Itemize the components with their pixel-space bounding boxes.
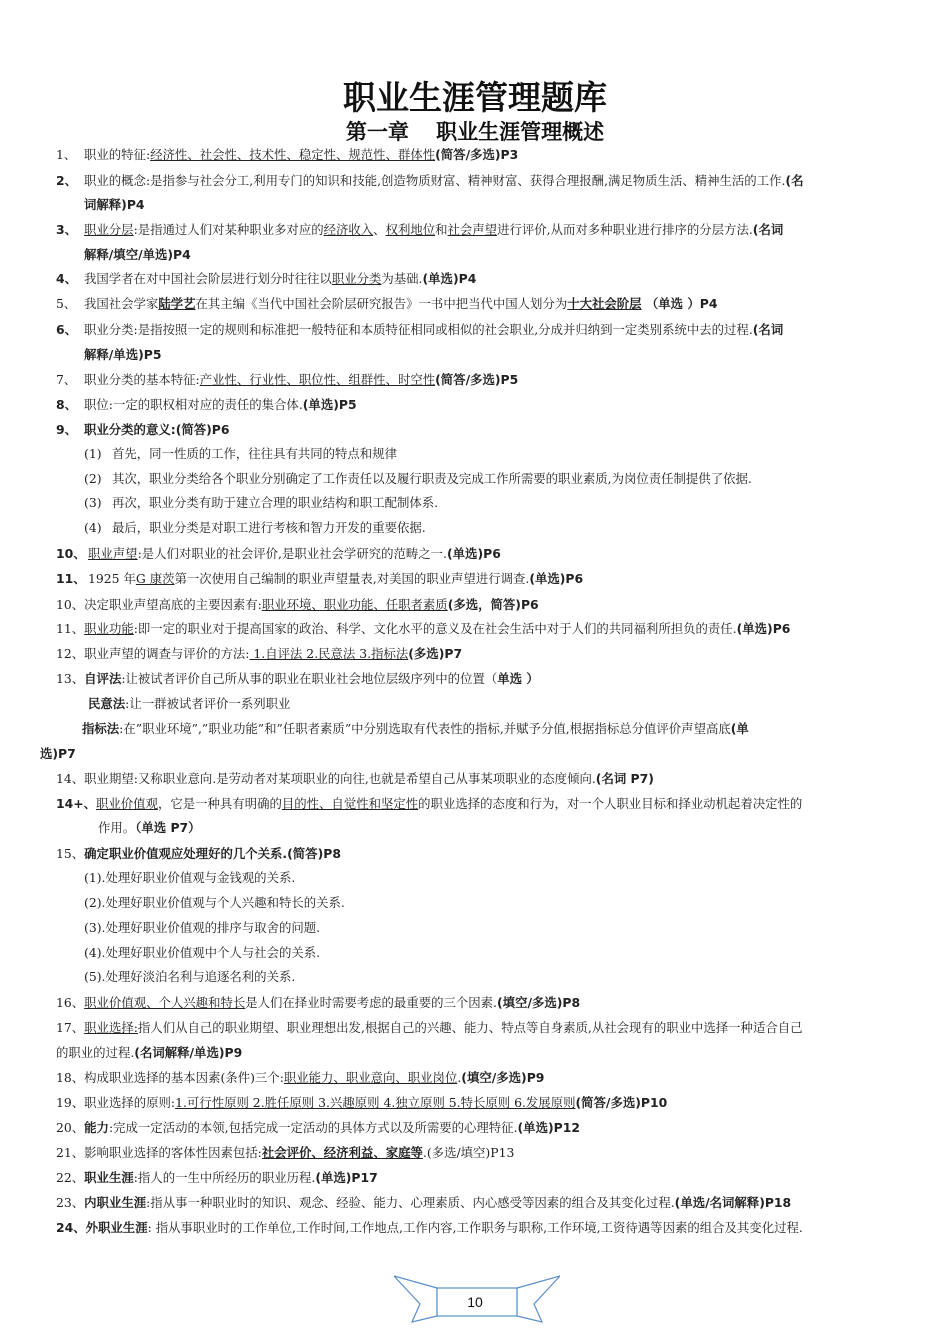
item-continuation: 选)P7 [40, 746, 76, 761]
item-number: 19、 [56, 1095, 85, 1110]
item-tag: (单选)P5 [302, 397, 357, 412]
item-number: 3、 [56, 222, 78, 237]
item-text: 在其主编《当代中国社会阶层研究报告》一书中把当代中国人划分为 [195, 296, 568, 311]
item-text: 指人们从自己的职业期望、职业理想出发,根据自己的兴趣、能力、特点等自身素质,从社会现有的职业中选择一种适合自己 [137, 1020, 803, 1035]
item-key-term: 能力 [84, 1120, 109, 1135]
item-number: 24、 [56, 1220, 86, 1235]
item-key-term: 职业声望 [88, 546, 138, 561]
item-tag: (填空/多选)P9 [461, 1070, 545, 1085]
item-text: :即一定的职业对于提高国家的政治、科学、文化水平的意义及在社会生活中对于人们的共同福利所担负的责任. [133, 621, 737, 636]
item-text: 第一次使用自己编制的职业声望量表,对美国的职业声望进行调查. [174, 571, 530, 586]
item-key-term: 职业价值观、个人兴趣和特长 [84, 995, 246, 1010]
item-number: 8、 [56, 397, 78, 412]
question-item [56, 1145, 514, 1161]
item-tag: (单选/名词解释)P18 [674, 1195, 792, 1210]
item-tag: (单选)P17 [315, 1170, 378, 1185]
item-text: :指从事一种职业时的知识、观念、经验、能力、心理素质、内心感受等因素的组合及其变化过程. [146, 1195, 675, 1210]
item-number: 7、 [56, 372, 77, 387]
item-number: 6、 [56, 322, 78, 337]
item-number: 13、 [56, 671, 85, 686]
item-key-term: 职业价值观 [96, 796, 158, 811]
item-number: 1、 [56, 147, 77, 162]
item-key-term: 职业分类 [331, 271, 382, 286]
item-tag: (简答/多选)P3 [435, 147, 519, 162]
item-text: 我国社会学家 [84, 296, 159, 311]
question-item [56, 671, 539, 687]
item-tag: (名词解释/单选)P9 [134, 1045, 243, 1060]
page-number: 10 [467, 1294, 483, 1310]
item-key-term: 职业生涯 [84, 1170, 134, 1185]
item-text: . [457, 1070, 462, 1085]
item-key-term: 职业功能 [84, 621, 134, 636]
question-item [56, 147, 518, 163]
item-number: 22、 [56, 1170, 85, 1185]
item-key-term: 目的性、自觉性和坚定性 [281, 796, 419, 811]
question-item [56, 621, 790, 637]
item-tag: （单选 ）P4 [641, 296, 718, 311]
item-text: :在”职业环境”,”职业功能”和”任职者素质”中分别选取有代表性的指标,并赋予分值,根据指标总分值评价声望高底 [119, 721, 731, 736]
item-continuation [56, 1045, 242, 1061]
question-item [56, 1170, 378, 1186]
item-continuation: 解释/填空/单选)P4 [84, 247, 191, 262]
item-continuation: 解释/单选)P5 [84, 347, 162, 362]
sub-item [84, 471, 752, 487]
item-number: 4、 [56, 271, 78, 286]
item-tag: 单选 ） [497, 671, 539, 686]
chapter-name: 职业生涯管理概述 [436, 120, 605, 144]
item-key-term: 民意法 [88, 696, 126, 711]
item-tag: (名词 [752, 322, 784, 337]
question-item [56, 1220, 803, 1236]
question-item [56, 771, 654, 787]
chapter-heading [0, 116, 950, 146]
question-item [56, 1095, 667, 1111]
item-text: 职业的特征: [84, 147, 151, 162]
item-text: 的职业选择的态度和行为，对一个人职业目标和择业动机起着决定性的 [418, 796, 803, 811]
sub-item-text: 首先，同一性质的工作，往往具有共同的特点和规律 [112, 446, 397, 461]
item-heading: 职业分类的意义:(简答)P6 [84, 422, 230, 437]
item-number: 9、 [56, 422, 78, 437]
item-tag: (多选，简答)P6 [447, 597, 539, 612]
item-text: :指人的一生中所经历的职业历程. [133, 1170, 316, 1185]
item-text: 和 [435, 222, 448, 237]
sub-item [84, 520, 426, 536]
question-item [88, 696, 290, 712]
item-text: 职位:一定的职权相对应的责任的集合体. [84, 397, 303, 412]
item-number: 5、 [56, 296, 77, 311]
item-tag: (单选)P12 [517, 1120, 580, 1135]
item-heading: 确定职业价值观应处理好的几个关系.(简答)P8 [84, 846, 341, 861]
item-tag: (名词 [752, 222, 784, 237]
item-tag: (单选)P6 [736, 621, 791, 636]
item-continuation [98, 820, 201, 836]
item-number: 21、 [56, 1145, 85, 1160]
item-number: 10、 [56, 546, 86, 561]
item-number: 11、 [56, 571, 86, 586]
item-number: 16、 [56, 995, 85, 1010]
question-item [56, 322, 783, 338]
item-text: .(多选/填空)P13 [422, 1145, 515, 1160]
question-item [56, 571, 583, 587]
item-text: ，它是一种具有明确的 [157, 796, 282, 811]
sub-item-number: (2) [84, 471, 102, 486]
sub-item: (1).处理好职业价值观与金钱观的关系. [84, 870, 296, 885]
question-item [82, 721, 749, 737]
item-key-term: 指标法 [82, 721, 120, 736]
item-text: 作用。 [98, 820, 136, 835]
question-item [56, 173, 803, 189]
question-item [56, 271, 476, 287]
item-continuation: 词解释)P4 [84, 197, 145, 212]
question-item [56, 1195, 791, 1211]
item-text: :是指通过人们对某种职业多对应的 [133, 222, 324, 237]
sub-item-number: (4) [84, 520, 102, 535]
item-text: :让一群被试者评价一系列职业 [125, 696, 291, 711]
item-key-term: 1.可行性原则 2.胜任原则 3.兴趣原则 4.独立原则 5.特长原则 6.发展原则 [175, 1095, 576, 1110]
question-item [56, 646, 462, 662]
sub-item-number: (3) [84, 495, 102, 510]
item-text: 职业分类的基本特征: [84, 372, 200, 387]
item-text: 、 [373, 222, 386, 237]
item-tag: （单选 P7） [135, 820, 201, 835]
item-number: 18、 [56, 1070, 85, 1085]
item-text: 职业声望的调查与评价的方法: [84, 646, 250, 661]
item-number: 10、 [56, 597, 85, 612]
item-tag: (单 [730, 721, 749, 736]
item-key-term: 社会评价、经济利益、家庭等 [261, 1145, 423, 1160]
item-tag: (单选)P4 [422, 271, 477, 286]
item-tag: (单选)P6 [447, 546, 501, 561]
item-text: 1925 年 [88, 571, 136, 586]
question-item [56, 1070, 544, 1086]
item-text: 职业选择的原则: [84, 1095, 176, 1110]
item-text: 我国学者在对中国社会阶层进行划分时往往以 [84, 271, 332, 286]
item-tag: (单选)P6 [529, 571, 584, 586]
item-number: 14+、 [56, 796, 97, 811]
item-tag: (名 [785, 173, 804, 188]
item-tag: (多选)P7 [408, 646, 463, 661]
item-text: 为基础. [381, 271, 423, 286]
question-item [56, 422, 230, 438]
item-number: 17、 [56, 1020, 85, 1035]
question-item [56, 546, 501, 562]
item-text: 决定职业声望高底的主要因素有: [84, 597, 262, 612]
item-number: 11、 [56, 621, 85, 636]
item-text: 的职业的过程. [56, 1045, 135, 1060]
item-number: 23、 [56, 1195, 85, 1210]
item-key-term: 经济性、社会性、技术性、稳定性、规范性、群体性 [150, 147, 436, 162]
item-number: 20、 [56, 1120, 85, 1135]
sub-item: (2).处理好职业价值观与个人兴趣和特长的关系. [84, 895, 345, 910]
item-text: 影响职业选择的客体性因素包括: [84, 1145, 262, 1160]
item-tag: (简答/多选)P5 [435, 372, 519, 387]
item-text: :完成一定活动的本领,包括完成一定活动的具体方式以及所需要的心理特征. [108, 1120, 518, 1135]
sub-item [84, 495, 438, 511]
item-key-term: 职业环境、职业功能、任职者素质 [261, 597, 448, 612]
question-item [56, 846, 341, 862]
question-item [56, 1120, 580, 1136]
sub-item-text: 最后，职业分类是对职工进行考核和智力开发的重要依据. [112, 520, 426, 535]
question-item [56, 372, 518, 388]
question-item [56, 296, 717, 312]
sub-item-number: (1) [84, 446, 102, 461]
question-item [56, 796, 802, 812]
sub-item [84, 446, 397, 462]
item-text: 职业分类:是指按照一定的规则和标准把一般特征和本质特征相同或相似的社会职业,分成并归纳到一定类别系统中去的过程. [84, 322, 753, 337]
document-title: 职业生涯管理题库 [343, 78, 607, 117]
item-key-term: 权利地位 [385, 222, 436, 237]
item-number: 2、 [56, 173, 78, 188]
item-key-term: 社会声望 [447, 222, 498, 237]
item-tag: (名词 P7) [595, 771, 654, 786]
item-text: 职业的概念:是指参与社会分工,利用专门的知识和技能,创造物质财富、精神财富、获得合理报酬,满足物质生活、精神生活的工作. [84, 173, 786, 188]
sub-item: (4).处理好职业价值观中个人与社会的关系. [84, 945, 321, 960]
item-key-term: 职业选择: [84, 1020, 138, 1035]
item-text: : 指从事职业时的工作单位,工作时间,工作地点,工作内容,工作职务与职称,工作环境,工资待遇等因素的组合及其变化过程. [147, 1220, 803, 1235]
chapter-number: 第一章 [345, 120, 409, 144]
sub-item: (5).处理好淡泊名利与追逐名利的关系. [84, 969, 296, 984]
item-key-term: 职业分层 [84, 222, 134, 237]
item-key-term: 经济收入 [323, 222, 374, 237]
item-tag: (填空/多选)P8 [497, 995, 581, 1010]
item-key-term: 外职业生涯 [85, 1220, 148, 1235]
sub-item: (3).处理好职业价值观的排序与取舍的问题. [84, 920, 321, 935]
item-text: 职业期望:又称职业意向.是劳动者对某项职业的向往,也就是希望自己从事某项职业的态度倾向. [84, 771, 596, 786]
question-item [56, 397, 357, 413]
item-text: 进行评价,从而对多种职业进行排序的分层方法. [497, 222, 753, 237]
question-item [56, 222, 783, 238]
item-tag: (简答/多选)P10 [575, 1095, 668, 1110]
item-key-term: 产业性、行业性、职位性、组群性、时空性 [199, 372, 436, 387]
item-text: 是人们在择业时需要考虑的最重要的三个因素. [245, 995, 498, 1010]
item-key-term: 职业能力、职业意向、职业岗位 [283, 1070, 458, 1085]
sub-item-text: 再次，职业分类有助于建立合理的职业结构和职工配制体系. [112, 495, 439, 510]
item-key-term: G 康茨 [135, 571, 175, 586]
item-key-term: 自评法 [84, 671, 122, 686]
item-text: :是人们对职业的社会评价,是职业社会学研究的范畴之一. [137, 546, 447, 561]
item-number: 12、 [56, 646, 85, 661]
question-item [56, 995, 580, 1011]
item-text: :让被试者评价自己所从事的职业在职业社会地位层级序列中的位置（ [121, 671, 498, 686]
item-key-term: 十大社会阶层 [567, 296, 642, 311]
question-item [56, 597, 539, 613]
item-number: 15、 [56, 846, 85, 861]
item-key-term: 1.自评法 2.民意法 3.指标法 [249, 646, 409, 661]
question-item [56, 1020, 803, 1036]
item-key-term: 内职业生涯 [84, 1195, 147, 1210]
item-number: 14、 [56, 771, 85, 786]
item-key-term: 陆学艺 [158, 296, 196, 311]
sub-item-text: 其次，职业分类给各个职业分别确定了工作责任以及履行职责及完成工作所需要的职业素质,为岗位责任制提供了依据. [112, 471, 752, 486]
item-text: 构成职业选择的基本因素(条件)三个: [84, 1070, 284, 1085]
